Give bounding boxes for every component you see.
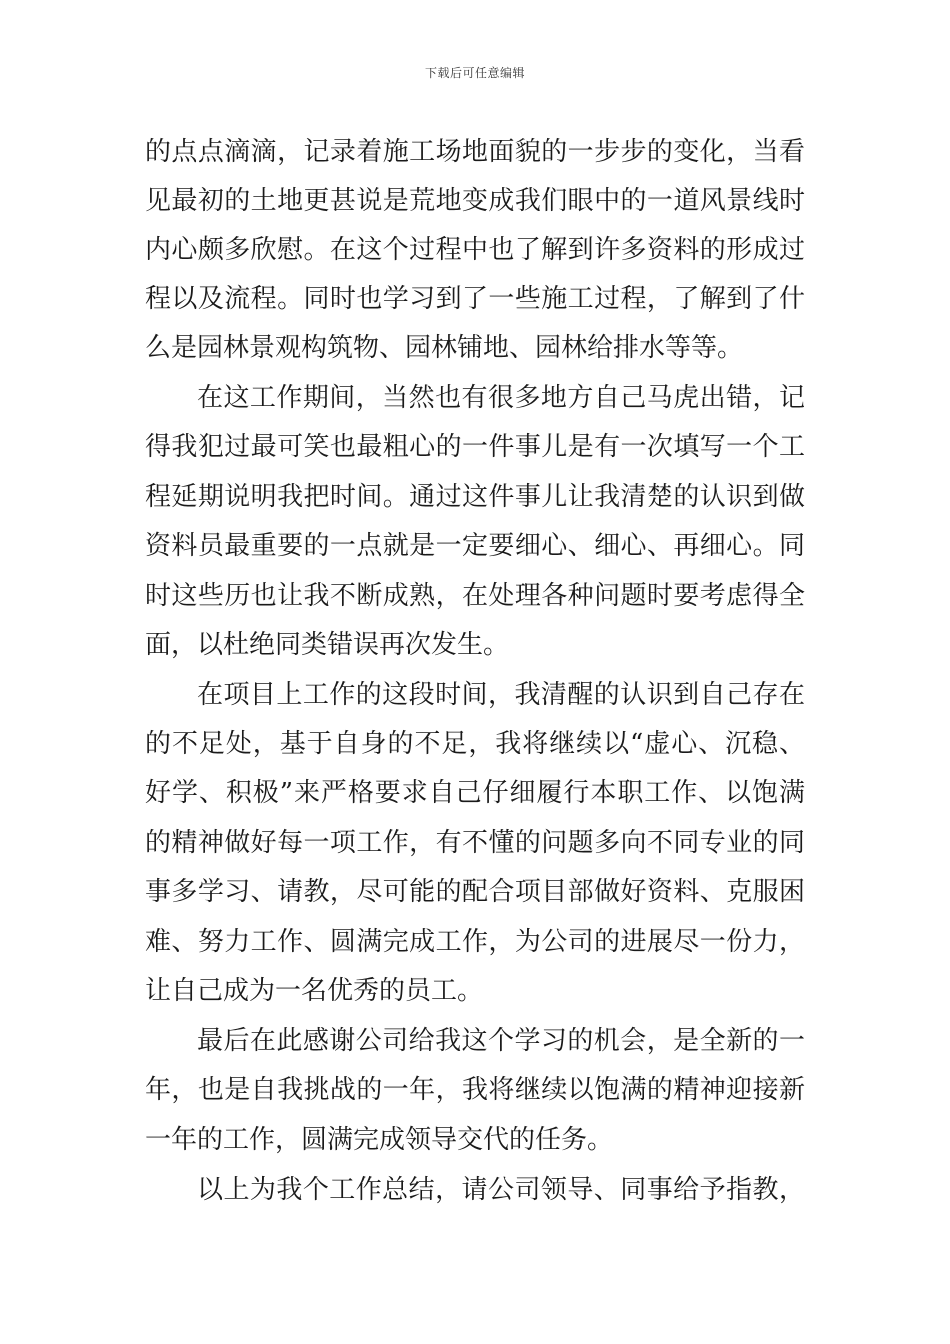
paragraph-line: 事多学习、请教，尽可能的配合项目部做好资料、克服困 (145, 877, 805, 907)
paragraph-line: 么是园林景观构筑物、园林铺地、园林给排水等等。 (145, 333, 744, 363)
page-header-note: 下载后可任意编辑 (424, 66, 525, 80)
paragraph-line: 难、努力工作、圆满完成工作，为公司的进展尽一份力， (145, 927, 805, 957)
paragraph-line: 得我犯过最可笑也最粗心的一件事儿是有一次填写一个工 (145, 432, 805, 462)
paragraph-line: 年，也是自我挑战的一年，我将继续以饱满的精神迎接新 (145, 1075, 805, 1105)
paragraph-line: 内心颇多欣慰。在这个过程中也了解到许多资料的形成过 (145, 235, 805, 265)
paragraph-line: 好学、积极”来严格要求自己仔细履行本职工作、以饱满 (145, 778, 805, 808)
paragraph-line: 程以及流程。同时也学习到了一些施工过程，了解到了什 (145, 284, 805, 314)
paragraph-line: 以上为我个工作总结，请公司领导、同事给予指教， (197, 1175, 805, 1205)
paragraph-line: 在这工作期间，当然也有很多地方自己马虎出错，记 (197, 383, 805, 413)
paragraph-line: 最后在此感谢公司给我这个学习的机会，是全新的一 (197, 1026, 805, 1056)
paragraph-line: 让自己成为一名优秀的员工。 (145, 976, 484, 1006)
paragraph-line: 见最初的土地更甚说是荒地变成我们眼中的一道风景线时 (145, 186, 805, 216)
paragraph-line: 的点点滴滴，记录着施工场地面貌的一步步的变化，当看 (145, 137, 805, 167)
paragraph-line: 时这些历也让我不断成熟，在处理各种问题时要考虑得全 (145, 581, 805, 611)
paragraph-line: 程延期说明我把时间。通过这件事儿让我清楚的认识到做 (145, 482, 805, 512)
paragraph-line: 在项目上工作的这段时间，我清醒的认识到自己存在 (197, 680, 805, 710)
paragraph-line: 的不足处，基于自身的不足，我将继续以“虚心、沉稳、 (145, 729, 805, 759)
paragraph-line: 的精神做好每一项工作，有不懂的问题多向不同专业的同 (145, 828, 805, 858)
paragraph-line: 面，以杜绝同类错误再次发生。 (145, 630, 510, 660)
paragraph-line: 资料员最重要的一点就是一定要细心、细心、再细心。同 (145, 531, 805, 561)
paragraph-line: 一年的工作，圆满完成领导交代的任务。 (145, 1125, 614, 1155)
